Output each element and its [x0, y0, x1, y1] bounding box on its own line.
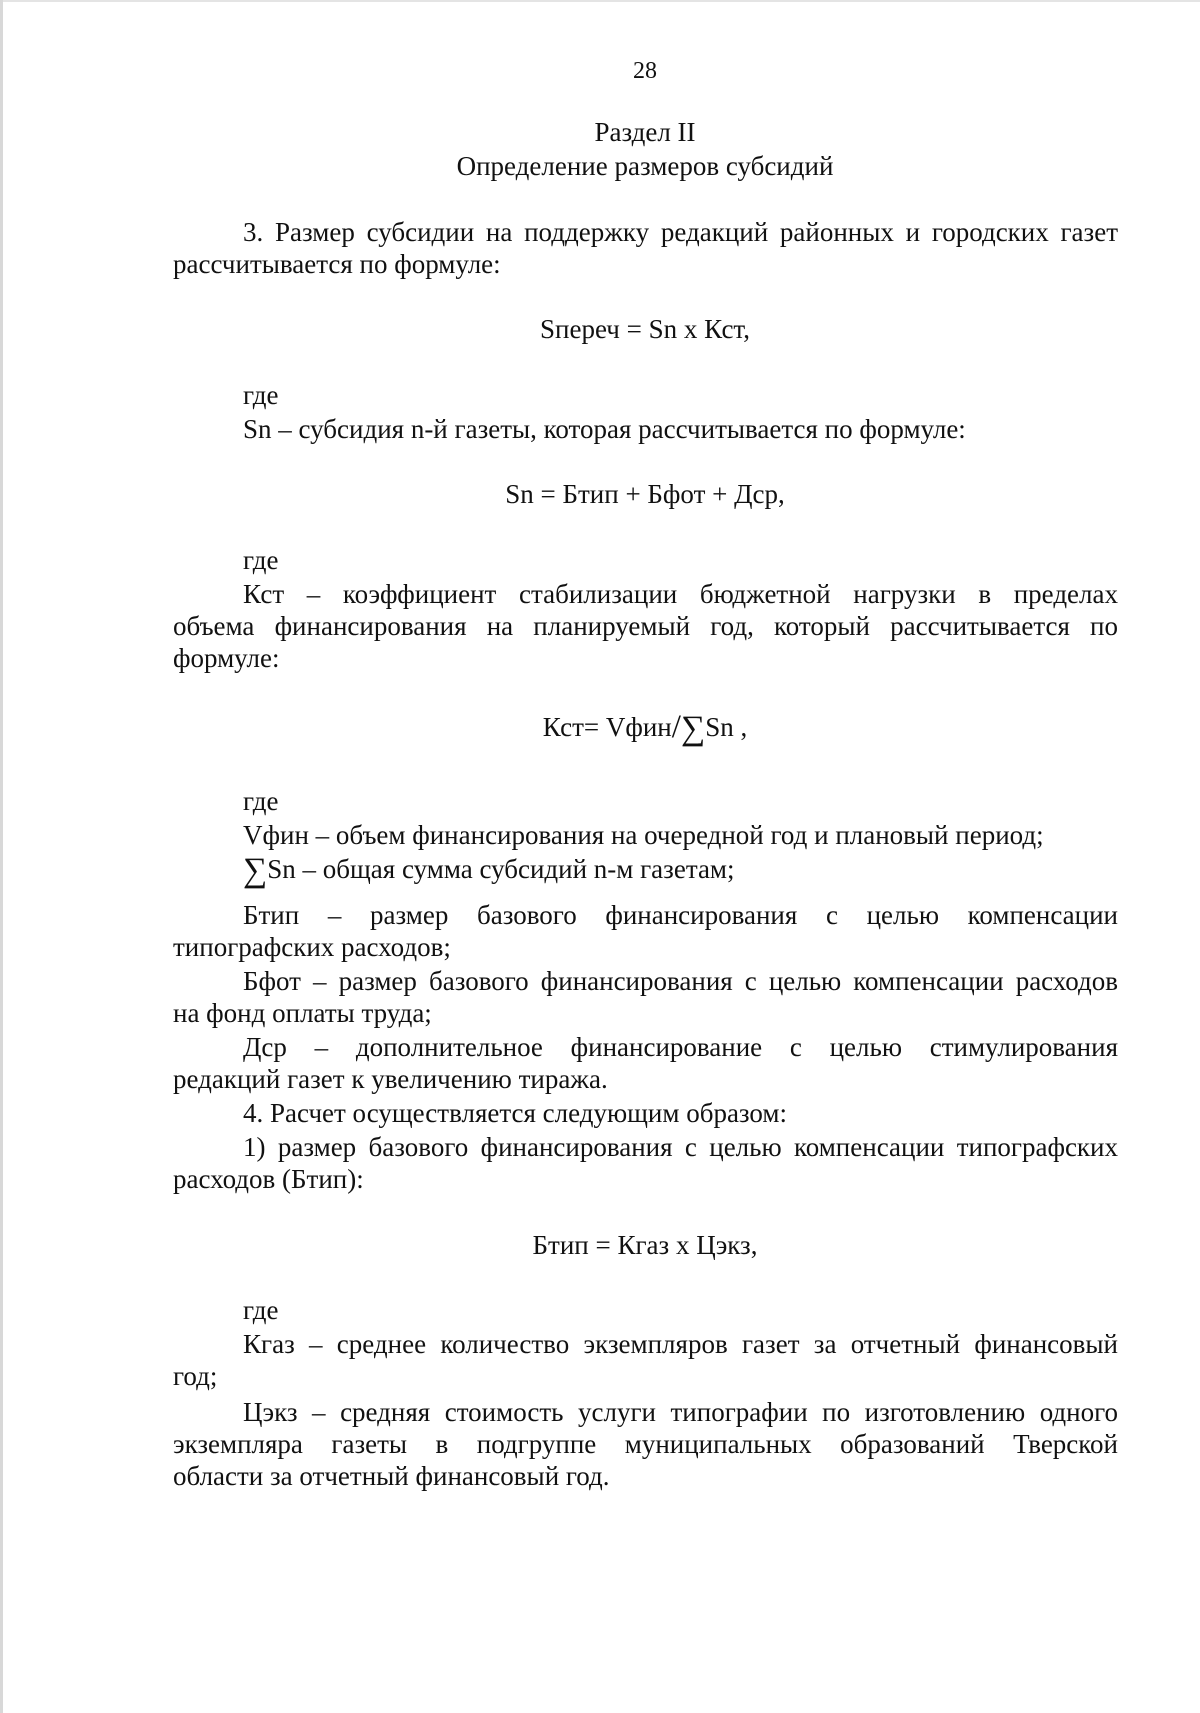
formula-sn: Sn = Бтип + Бфот + Дср,	[505, 479, 785, 509]
where-label-4: где	[243, 1295, 279, 1325]
definition-tsekz-line-1: Цэкз – средняя стоимость услуги типографии по изготовлению одного	[243, 1397, 1118, 1427]
paragraph-3-line-2: рассчитывается по формуле:	[173, 249, 501, 279]
definition-kst-line-2: объема финансирования на планируемый год, который рассчитывается по	[173, 611, 1118, 641]
definition-kst-line-3: формуле:	[173, 643, 280, 673]
formula-kst-left: Кст= Vфин	[542, 712, 672, 742]
item-1-line-2: расходов (Бтип):	[173, 1164, 364, 1194]
item-1-line-1: 1) размер базового финансирования с целью компенсации типографских	[243, 1132, 1118, 1162]
scan-top-edge	[0, 0, 1200, 2]
where-label-2: где	[243, 545, 279, 575]
definition-kst-line-1: Кст – коэффициент стабилизации бюджетной нагрузки в пределах	[243, 579, 1118, 609]
scan-left-edge	[0, 0, 3, 1713]
sum-sigma-symbol-2: ∑	[243, 852, 268, 889]
formula-btip: Бтип = Кгаз x Цэкз,	[532, 1230, 758, 1260]
definition-btip-line-1: Бтип – размер базового финансирования с целью компенсации	[243, 900, 1118, 930]
sum-sn-label: Sn	[267, 854, 296, 884]
definition-dsr-line-1: Дср – дополнительное финансирование с целью стимулирования	[243, 1032, 1118, 1062]
definition-btip-line-2: типографских расходов;	[173, 932, 451, 962]
division-slash: /	[671, 709, 681, 745]
sum-sn-text: – общая сумма субсидий n-м газетам;	[295, 854, 735, 884]
where-label-3: где	[243, 786, 279, 816]
section-title: Раздел II	[594, 117, 696, 147]
sum-sigma-symbol: ∑	[680, 710, 706, 747]
definition-sn: Sn – субсидия n-й газеты, которая рассчитывается по формуле:	[243, 414, 966, 444]
section-subtitle: Определение размеров субсидий	[456, 151, 834, 181]
definition-kgaz-line-1: Кгаз – среднее количество экземпляров газет за отчетный финансовый	[243, 1329, 1118, 1359]
where-label-1: где	[243, 380, 279, 410]
definition-tsekz-line-3: области за отчетный финансовый год.	[173, 1461, 610, 1491]
formula-s-perech: Sпереч = Sn x Кст,	[540, 314, 750, 344]
paragraph-4: 4. Расчет осуществляется следующим образом:	[243, 1098, 788, 1128]
definition-vfin: Vфин – объем финансирования на очередной год и плановый период;	[243, 820, 1044, 850]
definition-tsekz-line-2: экземпляра газеты в подгруппе муниципальных образований Тверской	[173, 1429, 1118, 1459]
page-number: 28	[633, 58, 657, 84]
definition-kgaz-line-2: год;	[173, 1361, 218, 1391]
definition-dsr-line-2: редакций газет к увеличению тиража.	[173, 1064, 608, 1094]
formula-kst-right: Sn ,	[705, 712, 748, 742]
definition-bfot-line-2: на фонд оплаты труда;	[173, 998, 432, 1028]
paragraph-3-line-1: 3. Размер субсидии на поддержку редакций районных и городских газет	[243, 217, 1118, 247]
definition-sum-sn	[243, 852, 1118, 889]
definition-bfot-line-1: Бфот – размер базового финансирования с целью компенсации расходов	[243, 966, 1118, 996]
formula-kst	[0, 709, 1200, 747]
